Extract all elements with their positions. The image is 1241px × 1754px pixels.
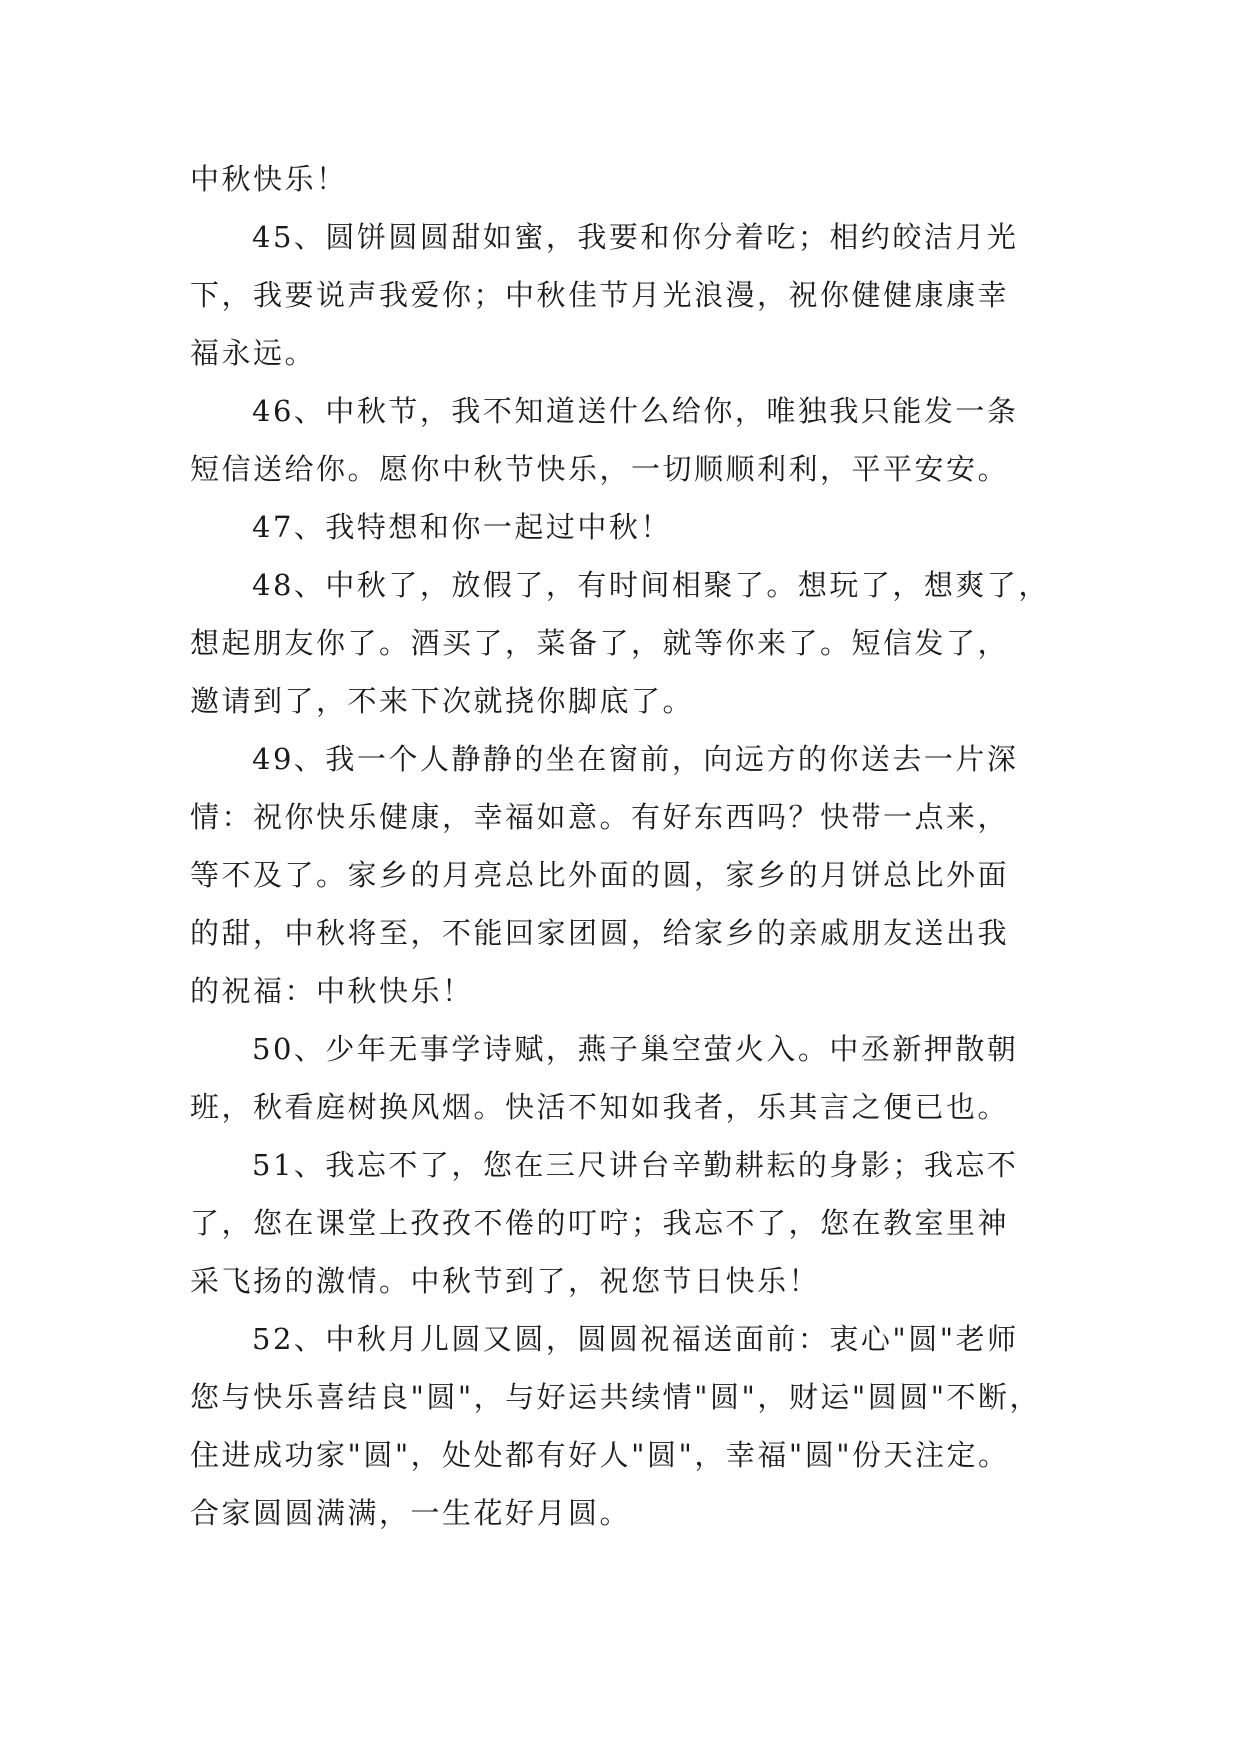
text-line: 51、我忘不了，您在三尺讲台辛勤耕耘的身影；我忘不 (252, 1148, 1019, 1182)
text-line: 47、我特想和你一起过中秋！ (252, 510, 672, 544)
text-line: 短信送给你。愿你中秋节快乐，一切顺顺利利，平平安安。 (190, 452, 1010, 486)
text-line: 合家圆圆满满，一生花好月圆。 (190, 1496, 632, 1530)
text-line: 50、少年无事学诗赋，燕子巢空萤火入。中丞新押散朝 (252, 1032, 1019, 1066)
text-line: 想起朋友你了。酒买了，菜备了，就等你来了。短信发了， (190, 626, 1010, 660)
text-line: 52、中秋月儿圆又圆，圆圆祝福送面前：衷心"圆"老师 (252, 1322, 1019, 1356)
text-line: 情：祝你快乐健康，幸福如意。有好东西吗？快带一点来， (190, 800, 1010, 834)
text-line: 下，我要说声我爱你；中秋佳节月光浪漫，祝你健健康康幸 (190, 278, 1010, 312)
text-line: 45、圆饼圆圆甜如蜜，我要和你分着吃；相约皎洁月光 (252, 220, 1019, 254)
text-line: 的祝福：中秋快乐！ (190, 974, 474, 1008)
text-line: 住进成功家"圆"，处处都有好人"圆"，幸福"圆"份天注定。 (190, 1438, 1010, 1472)
text-line: 您与快乐喜结良"圆"，与好运共续情"圆"，财运"圆圆"不断， (190, 1380, 1042, 1414)
text-line: 采飞扬的激情。中秋节到了，祝您节日快乐！ (190, 1264, 821, 1298)
text-line: 等不及了。家乡的月亮总比外面的圆，家乡的月饼总比外面 (190, 858, 1010, 892)
document-body (190, 150, 1060, 1542)
text-line: 46、中秋节，我不知道送什么给你，唯独我只能发一条 (252, 394, 1019, 428)
text-line: 了，您在课堂上孜孜不倦的叮咛；我忘不了，您在教室里神 (190, 1206, 1010, 1240)
text-line: 48、中秋了，放假了，有时间相聚了。想玩了，想爽了， (252, 568, 1050, 602)
text-line: 班，秋看庭树换风烟。快活不知如我者，乐其言之便已也。 (190, 1090, 1010, 1124)
text-line: 的甜，中秋将至，不能回家团圆，给家乡的亲戚朋友送出我 (190, 916, 1010, 950)
text-line: 49、我一个人静静的坐在窗前，向远方的你送去一片深 (252, 742, 1019, 776)
text-line: 邀请到了，不来下次就挠你脚底了。 (190, 684, 695, 718)
text-line: 福永远。 (190, 336, 317, 370)
text-line: 中秋快乐！ (190, 162, 348, 196)
